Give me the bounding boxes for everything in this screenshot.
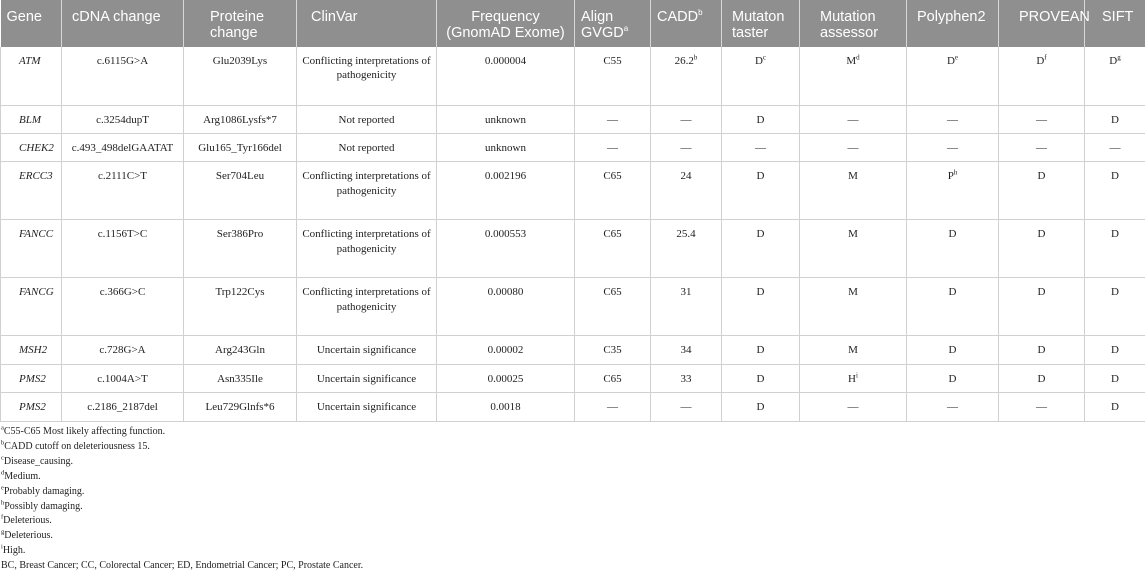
cell-clinvar-value: Conflicting interpretations of pathogenicity (302, 228, 430, 254)
footnote-line (1, 470, 363, 485)
cell-taster-value: D (757, 228, 765, 240)
cell-gene (1, 162, 62, 220)
cell-clinvar (297, 364, 437, 392)
cell-provean-footnote-mark: f (1044, 53, 1046, 61)
cell-sift (1085, 47, 1145, 105)
cell-taster (722, 364, 800, 392)
footnotes (1, 425, 363, 574)
footnote-mark: c (1, 454, 4, 461)
header-align: Align GVGD$^a$ (575, 0, 651, 47)
cell-sift-footnote-mark: g (1117, 53, 1121, 61)
footnote-line (1, 455, 363, 470)
cell-gene (1, 47, 62, 105)
cell-clinvar (297, 105, 437, 133)
cell-clinvar (297, 393, 437, 421)
cell-sift (1085, 393, 1145, 421)
cell-align (575, 220, 651, 278)
cell-gene (1, 278, 62, 336)
cell-align (575, 162, 651, 220)
cell-gene (1, 393, 62, 421)
cell-clinvar-value: Not reported (339, 114, 395, 126)
cell-cadd-value: — (681, 401, 692, 413)
cell-provean (999, 393, 1085, 421)
cell-frequency-value: 0.0018 (490, 401, 520, 413)
footnote-mark: d (1, 469, 4, 476)
cell-protein (184, 133, 297, 161)
header-protein: Proteine change (184, 0, 297, 47)
footnote-line (1, 440, 363, 455)
cell-polyphen-value: D (949, 373, 957, 385)
cell-assessor (800, 220, 907, 278)
cell-taster-value: D (757, 114, 765, 126)
cell-sift (1085, 220, 1145, 278)
cell-polyphen-value: D (949, 286, 957, 298)
cell-cdna-value: c.728G>A (99, 344, 145, 356)
table-row (1, 133, 1145, 161)
cell-polyphen (907, 162, 999, 220)
cell-assessor-value: M (848, 286, 858, 298)
cell-taster-value: D (757, 373, 765, 385)
cell-cadd-value: 34 (681, 344, 692, 356)
cell-align-value: C55 (603, 55, 621, 67)
cell-protein (184, 105, 297, 133)
cell-assessor (800, 393, 907, 421)
cell-cdna (62, 364, 184, 392)
cell-clinvar-value: Conflicting interpretations of pathogenicity (302, 170, 430, 196)
footnote-line (1, 559, 363, 574)
footnote-text: Deleterious. (3, 515, 52, 526)
cell-gene (1, 220, 62, 278)
cell-clinvar-value: Uncertain significance (317, 401, 416, 413)
cell-clinvar-value: Uncertain significance (317, 344, 416, 356)
cell-provean (999, 220, 1085, 278)
cell-polyphen-value: D (949, 228, 957, 240)
cell-align (575, 278, 651, 336)
cell-clinvar-value: Conflicting interpretations of pathogenicity (302, 55, 430, 81)
cell-cadd-value: 24 (681, 170, 692, 182)
cell-frequency (437, 364, 575, 392)
table-header (1, 0, 1145, 47)
table-row (1, 162, 1145, 220)
cell-protein-value: Asn335Ile (217, 373, 263, 385)
cell-provean (999, 47, 1085, 105)
cell-provean-value: — (1036, 142, 1047, 154)
cell-assessor (800, 336, 907, 364)
cell-cdna-value: c.6115G>A (97, 55, 148, 67)
header-cadd-footnote-mark: b (698, 8, 702, 17)
header-cdna: cDNA change (62, 0, 184, 47)
footnote-line (1, 485, 363, 500)
cell-cdna-value: c.3254dupT (96, 114, 149, 126)
cell-provean (999, 105, 1085, 133)
cell-protein-value: Glu2039Lys (213, 55, 267, 67)
cell-protein (184, 47, 297, 105)
cell-assessor (800, 278, 907, 336)
cell-provean-value: — (1036, 401, 1047, 413)
cell-provean (999, 278, 1085, 336)
footnote-text: High. (3, 545, 26, 556)
cell-sift (1085, 105, 1145, 133)
cell-gene (1, 105, 62, 133)
cell-polyphen-footnote-mark: h (954, 169, 958, 177)
cell-gene-value: FANCC (19, 228, 53, 240)
cell-assessor (800, 364, 907, 392)
cell-gene-value: MSH2 (19, 344, 47, 356)
table-row (1, 105, 1145, 133)
cell-cdna (62, 336, 184, 364)
footnote-text: CADD cutoff on deleteriousness 15. (4, 441, 150, 452)
cell-sift-value: D (1111, 228, 1119, 240)
cell-frequency (437, 162, 575, 220)
cell-provean-value: — (1036, 114, 1047, 126)
cell-taster (722, 162, 800, 220)
footnote-text: Medium. (4, 471, 40, 482)
cell-protein-value: Arg1086Lysfs*7 (203, 114, 277, 126)
header-align-footnote-mark: a (624, 24, 628, 33)
cell-cadd-value: — (681, 142, 692, 154)
cell-sift (1085, 278, 1145, 336)
cell-protein (184, 336, 297, 364)
cell-polyphen (907, 47, 999, 105)
footnote-text: Deleterious. (4, 530, 53, 541)
footnote-mark: b (1, 440, 4, 447)
cell-gene-value: FANCG (19, 286, 54, 298)
cell-gene-value: PMS2 (19, 373, 46, 385)
cell-frequency (437, 393, 575, 421)
cell-taster (722, 220, 800, 278)
cell-provean-value: D (1038, 373, 1046, 385)
cell-cdna (62, 220, 184, 278)
cell-align (575, 364, 651, 392)
cell-cadd (651, 364, 722, 392)
cell-taster-footnote-mark: c (763, 53, 766, 61)
header-assessor: Mutation assessor (800, 0, 907, 47)
cell-cdna (62, 393, 184, 421)
header-taster: Mutaton taster (722, 0, 800, 47)
cell-frequency-value: unknown (485, 114, 526, 126)
cell-cdna (62, 133, 184, 161)
cell-polyphen (907, 336, 999, 364)
cell-sift-value: D (1111, 344, 1119, 356)
cell-polyphen-value: P (948, 170, 954, 182)
footnote-text: Probably damaging. (4, 486, 85, 497)
header-frequency: Frequency (GnomAD Exome) (437, 0, 575, 47)
cell-cdna-value: c.493_498delGAATAT (72, 142, 173, 154)
footnote-mark: a (1, 425, 4, 432)
cell-protein-value: Arg243Gln (215, 344, 265, 356)
cell-polyphen-value: D (947, 55, 955, 67)
cell-protein (184, 393, 297, 421)
cell-clinvar-value: Uncertain significance (317, 373, 416, 385)
cell-assessor (800, 47, 907, 105)
cell-clinvar-value: Conflicting interpretations of pathogenicity (302, 286, 430, 312)
cell-assessor (800, 162, 907, 220)
cell-assessor-value: H (848, 373, 856, 385)
footnote-mark: i (1, 544, 3, 551)
cell-assessor-value: M (848, 228, 858, 240)
cell-frequency (437, 220, 575, 278)
footnote-line (1, 500, 363, 515)
footnote-line (1, 544, 363, 559)
cell-gene-value: CHEK2 (19, 142, 54, 154)
cell-align (575, 105, 651, 133)
cell-frequency-value: 0.000004 (485, 55, 526, 67)
cell-taster (722, 47, 800, 105)
cell-cadd-value: 25.4 (676, 228, 695, 240)
cell-polyphen (907, 278, 999, 336)
header-clinvar: ClinVar (297, 0, 437, 47)
cell-gene (1, 133, 62, 161)
cell-assessor-footnote-mark: d (856, 53, 860, 61)
cell-frequency (437, 105, 575, 133)
cell-taster (722, 336, 800, 364)
cell-sift (1085, 162, 1145, 220)
cell-polyphen (907, 393, 999, 421)
cell-provean-value: D (1038, 344, 1046, 356)
footnote-mark: g (1, 529, 4, 536)
cell-frequency (437, 133, 575, 161)
cell-protein (184, 364, 297, 392)
cell-sift-value: D (1109, 55, 1117, 67)
cell-clinvar (297, 162, 437, 220)
cell-align-value: — (607, 114, 618, 126)
cell-cadd-value: 31 (681, 286, 692, 298)
header-gene: Gene (1, 0, 62, 47)
cell-protein-value: Glu165_Tyr166del (198, 142, 282, 154)
cell-cdna (62, 278, 184, 336)
cell-polyphen-footnote-mark: e (955, 53, 958, 61)
cell-align (575, 336, 651, 364)
cell-polyphen (907, 105, 999, 133)
header-cadd: CADD$^b$ (651, 0, 722, 47)
cell-frequency-value: 0.00080 (488, 286, 524, 298)
cell-cdna-value: c.1156T>C (98, 228, 147, 240)
cell-cadd-value: 26.2 (675, 55, 694, 67)
cell-clinvar (297, 278, 437, 336)
cell-cdna (62, 162, 184, 220)
cell-provean-value: D (1036, 55, 1044, 67)
cell-protein-value: Leu729Glnfs*6 (205, 401, 274, 413)
footnote-mark: f (1, 514, 3, 521)
cell-sift (1085, 364, 1145, 392)
cell-align (575, 47, 651, 105)
cell-taster-value: D (757, 170, 765, 182)
cell-cadd (651, 47, 722, 105)
cell-cadd (651, 105, 722, 133)
table-body (1, 47, 1145, 421)
cell-polyphen (907, 364, 999, 392)
cell-polyphen-value: — (947, 142, 958, 154)
cell-taster-value: D (757, 286, 765, 298)
cell-polyphen (907, 220, 999, 278)
cell-gene (1, 336, 62, 364)
cell-sift-value: D (1111, 170, 1119, 182)
cell-taster-value: D (757, 344, 765, 356)
cell-frequency-value: 0.000553 (485, 228, 526, 240)
cell-cdna-value: c.1004A>T (97, 373, 148, 385)
cell-assessor-value: M (848, 344, 858, 356)
cell-protein-value: Trp122Cys (215, 286, 264, 298)
cell-cadd-value: 33 (681, 373, 692, 385)
cell-align-value: C65 (603, 286, 621, 298)
table-row (1, 393, 1145, 421)
cell-gene-value: ERCC3 (19, 170, 53, 182)
cell-cadd (651, 278, 722, 336)
cell-clinvar (297, 220, 437, 278)
cell-align-value: C35 (603, 344, 621, 356)
cell-cadd (651, 393, 722, 421)
cell-cdna (62, 47, 184, 105)
header-sift: SIFT (1085, 0, 1145, 47)
cell-align-value: C65 (603, 170, 621, 182)
cell-provean (999, 162, 1085, 220)
cell-assessor-footnote-mark: i (856, 371, 858, 379)
cell-taster-value: D (755, 55, 763, 67)
cell-protein (184, 278, 297, 336)
cell-protein (184, 220, 297, 278)
cell-gene (1, 364, 62, 392)
footnote-text: C55-C65 Most likely affecting function. (4, 426, 165, 437)
cell-frequency-value: 0.00002 (488, 344, 524, 356)
cell-align-value: C65 (603, 373, 621, 385)
table-row (1, 278, 1145, 336)
cell-cdna-value: c.2111C>T (98, 170, 147, 182)
cell-assessor-value: — (848, 142, 859, 154)
header-row (1, 0, 1145, 47)
cell-gene-value: BLM (19, 114, 41, 126)
footnote-mark: e (1, 484, 4, 491)
cell-provean (999, 364, 1085, 392)
cell-protein-value: Ser386Pro (217, 228, 263, 240)
cell-assessor-value: M (848, 170, 858, 182)
cell-align-value: C65 (603, 228, 621, 240)
cell-protein-value: Ser704Leu (216, 170, 264, 182)
cell-clinvar (297, 336, 437, 364)
table-row (1, 364, 1145, 392)
cell-frequency-value: 0.00025 (488, 373, 524, 385)
cell-sift (1085, 336, 1145, 364)
cell-gene-value: ATM (19, 55, 41, 67)
cell-cadd (651, 133, 722, 161)
cell-sift-value: D (1111, 401, 1119, 413)
cell-frequency (437, 336, 575, 364)
cell-cadd (651, 220, 722, 278)
cell-frequency-value: 0.002196 (485, 170, 526, 182)
header-provean: PROVEAN (999, 0, 1085, 47)
cell-sift-value: — (1110, 142, 1121, 154)
footnote-text: Disease_causing. (4, 456, 73, 467)
cell-provean-value: D (1038, 228, 1046, 240)
cell-taster-value: D (757, 401, 765, 413)
cell-clinvar-value: Not reported (339, 142, 395, 154)
cell-sift (1085, 133, 1145, 161)
footnote-line (1, 425, 363, 440)
cell-align-value: — (607, 142, 618, 154)
table-row (1, 336, 1145, 364)
cell-taster (722, 393, 800, 421)
cell-protein (184, 162, 297, 220)
footnote-line (1, 529, 363, 544)
header-polyphen: Polyphen2 (907, 0, 999, 47)
table-row (1, 47, 1145, 105)
cell-cdna (62, 105, 184, 133)
footnote-text: Possibly damaging. (4, 501, 82, 512)
footnote-text: BC, Breast Cancer; CC, Colorectal Cancer; ED, Endometrial Cancer; PC, Prostate Cancer. (1, 560, 363, 571)
cell-provean (999, 336, 1085, 364)
cell-polyphen (907, 133, 999, 161)
cell-taster-value: — (755, 142, 766, 154)
cell-taster (722, 105, 800, 133)
cell-assessor-value: M (846, 55, 856, 67)
cell-frequency-value: unknown (485, 142, 526, 154)
cell-cadd-footnote-mark: b (694, 53, 698, 61)
cell-sift-value: D (1111, 286, 1119, 298)
cell-assessor (800, 105, 907, 133)
footnote-mark: h (1, 499, 4, 506)
cell-assessor-value: — (848, 114, 859, 126)
cell-cdna-value: c.366G>C (100, 286, 146, 298)
cell-taster (722, 278, 800, 336)
cell-cdna-value: c.2186_2187del (87, 401, 158, 413)
cell-cadd (651, 336, 722, 364)
cell-align (575, 133, 651, 161)
cell-provean-value: D (1038, 286, 1046, 298)
cell-provean-value: D (1038, 170, 1046, 182)
cell-sift-value: D (1111, 373, 1119, 385)
cell-cadd (651, 162, 722, 220)
cell-assessor (800, 133, 907, 161)
cell-sift-value: D (1111, 114, 1119, 126)
cell-provean (999, 133, 1085, 161)
cell-frequency (437, 47, 575, 105)
cell-frequency (437, 278, 575, 336)
cell-polyphen-value: — (947, 401, 958, 413)
cell-gene-value: PMS2 (19, 401, 46, 413)
cell-clinvar (297, 133, 437, 161)
cell-polyphen-value: D (949, 344, 957, 356)
cell-assessor-value: — (848, 401, 859, 413)
cell-align (575, 393, 651, 421)
cell-clinvar (297, 47, 437, 105)
cell-polyphen-value: — (947, 114, 958, 126)
cell-align-value: — (607, 401, 618, 413)
footnote-line (1, 514, 363, 529)
cell-cadd-value: — (681, 114, 692, 126)
cell-taster (722, 133, 800, 161)
table-row (1, 220, 1145, 278)
